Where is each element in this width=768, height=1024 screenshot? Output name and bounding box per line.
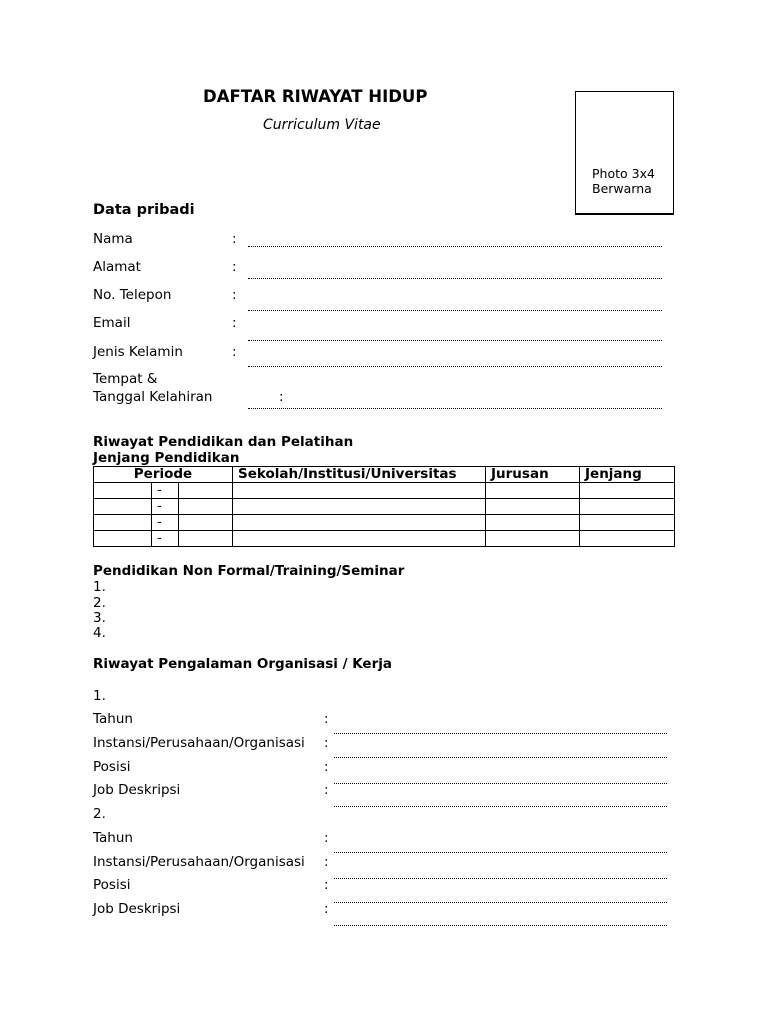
table-row	[94, 515, 675, 531]
column-header-periode: Periode	[94, 467, 233, 483]
cell-period-dash: -	[152, 515, 179, 531]
fill-line[interactable]	[248, 340, 662, 341]
field-colon: :	[232, 287, 237, 303]
cell-period-from[interactable]	[94, 499, 152, 515]
list-item: 2.	[93, 595, 106, 611]
nonformal-heading: Pendidikan Non Formal/Training/Seminar	[93, 563, 405, 579]
cell-major[interactable]	[486, 515, 580, 531]
field-label: Email	[93, 315, 131, 331]
field-label: Posisi	[93, 877, 131, 893]
fill-line[interactable]	[334, 733, 667, 734]
photo-placeholder	[575, 91, 674, 215]
cell-school[interactable]	[233, 531, 486, 547]
field-label: Job Deskripsi	[93, 782, 181, 798]
field-colon: :	[324, 854, 329, 870]
experience-heading: Riwayat Pengalaman Organisasi / Kerja	[93, 656, 392, 672]
cell-school[interactable]	[233, 515, 486, 531]
fill-line[interactable]	[334, 757, 667, 758]
cell-period-to[interactable]	[179, 499, 233, 515]
cell-level[interactable]	[580, 499, 675, 515]
photo-caption-line1: Photo 3x4	[592, 166, 655, 181]
field-label: Posisi	[93, 759, 131, 775]
cell-period-to[interactable]	[179, 515, 233, 531]
cell-period-dash: -	[152, 531, 179, 547]
cell-period-dash: -	[152, 499, 179, 515]
cell-period-from[interactable]	[94, 531, 152, 547]
entry-number: 1.	[93, 688, 106, 704]
personal-data-heading: Data pribadi	[93, 202, 195, 218]
table-header-row	[94, 467, 675, 483]
cell-period-dash: -	[152, 483, 179, 499]
fill-line[interactable]	[248, 310, 662, 311]
fill-line[interactable]	[248, 366, 662, 367]
cell-period-from[interactable]	[94, 515, 152, 531]
cell-period-to[interactable]	[179, 483, 233, 499]
fill-line[interactable]	[248, 408, 662, 409]
field-label: Instansi/Perusahaan/Organisasi	[93, 854, 305, 870]
column-header-school: Sekolah/Institusi/Universitas	[233, 467, 486, 483]
education-table	[93, 466, 675, 547]
table-row	[94, 531, 675, 547]
fill-line[interactable]	[334, 806, 667, 807]
photo-caption-line2: Berwarna	[592, 181, 652, 196]
education-subheading: Jenjang Pendidikan	[93, 450, 240, 466]
entry-number: 2.	[93, 806, 106, 822]
list-item: 3.	[93, 610, 106, 626]
field-colon: :	[279, 389, 284, 405]
cell-period-from[interactable]	[94, 483, 152, 499]
field-label: Nama	[93, 231, 133, 247]
birth-label-line2: Tanggal Kelahiran	[93, 389, 213, 405]
fill-line[interactable]	[334, 852, 667, 853]
cell-major[interactable]	[486, 483, 580, 499]
fill-line[interactable]	[248, 278, 662, 279]
education-heading: Riwayat Pendidikan dan Pelatihan	[93, 434, 354, 450]
document-subtitle: Curriculum Vitae	[263, 117, 381, 133]
field-colon: :	[232, 231, 237, 247]
field-label: Tahun	[93, 711, 133, 727]
column-header-level: Jenjang	[580, 467, 675, 483]
field-label: Tahun	[93, 830, 133, 846]
field-colon: :	[232, 315, 237, 331]
cell-major[interactable]	[486, 499, 580, 515]
fill-line[interactable]	[334, 925, 667, 926]
cell-school[interactable]	[233, 483, 486, 499]
field-label: No. Telepon	[93, 287, 172, 303]
cell-school[interactable]	[233, 499, 486, 515]
field-colon: :	[232, 344, 237, 360]
cell-period-to[interactable]	[179, 531, 233, 547]
fill-line[interactable]	[334, 878, 667, 879]
field-label: Alamat	[93, 259, 141, 275]
cell-level[interactable]	[580, 515, 675, 531]
list-item: 1.	[93, 579, 106, 595]
field-colon: :	[324, 901, 329, 917]
table-row	[94, 499, 675, 515]
field-colon: :	[324, 877, 329, 893]
field-colon: :	[324, 711, 329, 727]
field-colon: :	[324, 782, 329, 798]
photo-caption	[592, 166, 655, 196]
birth-label-line1: Tempat &	[93, 371, 158, 387]
field-label: Instansi/Perusahaan/Organisasi	[93, 735, 305, 751]
field-label: Job Deskripsi	[93, 901, 181, 917]
field-colon: :	[324, 735, 329, 751]
fill-line[interactable]	[334, 902, 667, 903]
cell-level[interactable]	[580, 483, 675, 499]
field-colon: :	[232, 259, 237, 275]
cell-level[interactable]	[580, 531, 675, 547]
fill-line[interactable]	[248, 246, 662, 247]
fill-line[interactable]	[334, 783, 667, 784]
field-colon: :	[324, 759, 329, 775]
cell-major[interactable]	[486, 531, 580, 547]
document-title: DAFTAR RIWAYAT HIDUP	[203, 87, 428, 106]
table-row	[94, 483, 675, 499]
field-label: Jenis Kelamin	[93, 344, 183, 360]
list-item: 4.	[93, 625, 106, 641]
field-colon: :	[324, 830, 329, 846]
column-header-major: Jurusan	[486, 467, 580, 483]
